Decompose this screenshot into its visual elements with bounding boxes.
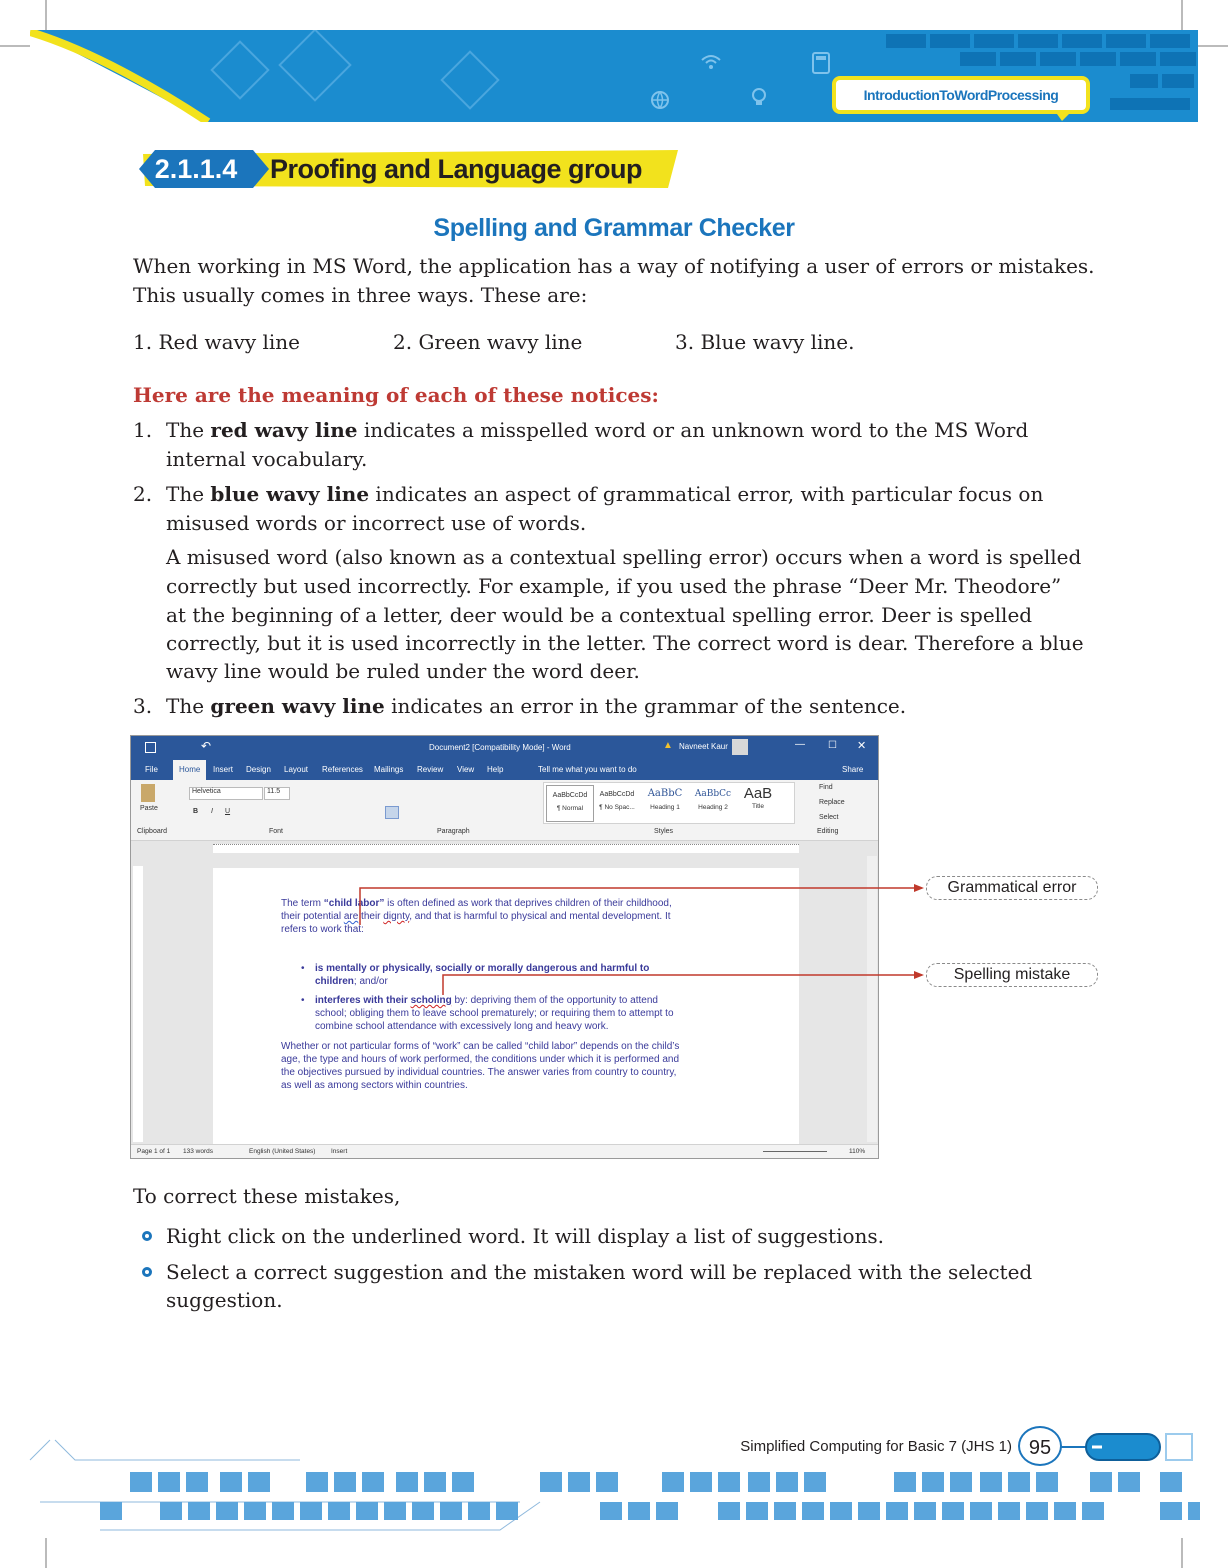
doc-bullet-2-line-3: combine school attendance with excessively long and heavy work. xyxy=(315,1021,609,1032)
group-font: Font xyxy=(269,828,284,835)
group-clipboard: Clipboard xyxy=(137,828,167,835)
doc-line-3: refers to work that: xyxy=(281,924,364,935)
tab-mailings[interactable]: Mailings xyxy=(374,765,404,774)
style-normal[interactable]: AaBbCcDd ¶ Normal xyxy=(546,785,594,822)
doc-bullet-1: is mentally or physically, socially or morally dangerous and harmful to xyxy=(315,963,650,974)
subtitle: Spelling and Grammar Checker xyxy=(433,214,795,242)
replace-button[interactable]: Replace xyxy=(819,799,845,806)
footer-book-title: Simplified Computing for Basic 7 (JHS 1) xyxy=(740,1438,1012,1455)
bold-button[interactable]: B xyxy=(193,808,199,815)
bullet-icon xyxy=(142,1231,152,1241)
status-zoom: 110% xyxy=(849,1148,866,1155)
find-button[interactable]: Find xyxy=(819,784,833,791)
doc-para-2-line-1: Whether or not particular forms of “work” can be called “child labor” depends on the child’s xyxy=(281,1041,680,1052)
step-2-continuation: suggestion. xyxy=(166,1288,283,1312)
warning-icon: ▲ xyxy=(663,740,673,751)
group-paragraph: Paragraph xyxy=(437,828,470,835)
style-heading-2[interactable]: AaBbCc Heading 2 xyxy=(694,789,732,811)
doc-para-2-line-2: age, the type and hours of work performed, the conditions under which it is performed and xyxy=(281,1054,680,1065)
step-2: Select a correct suggestion and the mistaken word will be replaced with the selected xyxy=(166,1260,1033,1284)
correct-intro: To correct these mistakes, xyxy=(133,1184,401,1208)
chapter-tag: IntroductionToWordProcessing xyxy=(836,80,1086,110)
doc-bullet-1-dot: • xyxy=(301,963,305,974)
font-name-select[interactable]: Helvetica xyxy=(189,787,263,800)
doc-bullet-2-line-2: school; obliging them to leave school prematurely; or requiring them to attempt to xyxy=(315,1008,674,1019)
maximize-icon[interactable]: ☐ xyxy=(828,740,837,751)
status-language: English (United States) xyxy=(249,1148,316,1155)
tab-design[interactable]: Design xyxy=(246,765,271,774)
callout-grammatical-error: Grammatical error xyxy=(926,876,1098,900)
tab-insert[interactable]: Insert xyxy=(213,765,234,774)
word-title: Document2 [Compatibility Mode] - Word xyxy=(429,743,571,752)
misused-line-2: correctly but used incorrectly. For example, if you used the phrase “Deer Mr. Theodore” xyxy=(166,574,1062,598)
tab-file[interactable]: File xyxy=(145,765,158,774)
way-green: 2. Green wavy line xyxy=(393,330,583,354)
select-button[interactable]: Select xyxy=(819,814,839,821)
tab-layout[interactable]: Layout xyxy=(284,765,309,774)
intro-line-1: When working in MS Word, the application has a way of notifying a user of errors or mistakes. xyxy=(133,254,1095,278)
status-mode: Insert xyxy=(331,1148,348,1155)
item-3-text: The green wavy line indicates an error in the grammar of the sentence. xyxy=(166,694,907,718)
style-no-spacing[interactable]: AaBbCcDd ¶ No Spac... xyxy=(599,791,635,811)
tab-help[interactable]: Help xyxy=(487,765,504,774)
tab-review[interactable]: Review xyxy=(417,765,444,774)
bullet-icon xyxy=(142,1267,152,1277)
page-number: 95 xyxy=(1018,1426,1062,1466)
misused-line-3: at the beginning of a letter, deer would be a contextual spelling error. Deer is spelled xyxy=(166,603,1033,627)
doc-line-2: their potential are their dignty, and that is harmful to physical and mental development. It xyxy=(281,911,671,922)
doc-para-2-line-3: the objectives pursued by individual countries. The answer varies from country to country, xyxy=(281,1067,677,1078)
way-red: 1. Red wavy line xyxy=(133,330,301,354)
doc-bullet-1-cont: children; and/or xyxy=(315,976,388,987)
user-name: Navneet Kaur xyxy=(679,742,728,751)
style-title[interactable]: AaB Title xyxy=(743,785,773,810)
status-words: 133 words xyxy=(183,1148,213,1155)
italic-button[interactable]: I xyxy=(211,808,213,815)
tab-references[interactable]: References xyxy=(322,765,363,774)
misused-line-4: correctly, but it is used incorrectly in the letter. The correct word is dear. Therefore a blue xyxy=(166,631,1084,655)
misused-line-1: A misused word (also known as a contextual spelling error) occurs when a word is spelled xyxy=(166,545,1082,569)
callout-spelling-mistake: Spelling mistake xyxy=(926,963,1098,987)
doc-bullet-2-dot: • xyxy=(301,995,305,1006)
step-1: Right click on the underlined word. It will display a list of suggestions. xyxy=(166,1224,885,1248)
item-2-continuation: misused words or incorrect use of words. xyxy=(166,511,587,535)
section-title: Proofing and Language group xyxy=(270,154,642,184)
tab-view[interactable]: View xyxy=(457,765,475,774)
item-1-number: 1. xyxy=(133,418,153,442)
tab-home[interactable]: Home xyxy=(173,760,206,780)
doc-line-1: The term “child labor” is often defined as work that deprives children of their childhood, xyxy=(281,898,672,909)
item-1-continuation: internal vocabulary. xyxy=(166,447,368,471)
intro-line-2: This usually comes in three ways. These are: xyxy=(133,283,588,307)
status-page: Page 1 of 1 xyxy=(137,1148,171,1155)
doc-para-2-line-4: as well as among sectors within countries. xyxy=(281,1080,468,1091)
style-heading-1[interactable]: AaBbC Heading 1 xyxy=(647,788,683,811)
tell-me-box[interactable]: Tell me what you want to do xyxy=(538,765,637,774)
paste-button[interactable]: Paste xyxy=(140,805,158,812)
group-editing: Editing xyxy=(817,828,839,835)
doc-bullet-2: interferes with their scholing by: depriving them of the opportunity to attend xyxy=(315,995,658,1006)
undo-icon[interactable]: ↶ xyxy=(201,739,212,753)
close-icon[interactable]: ✕ xyxy=(857,740,867,752)
way-blue: 3. Blue wavy line. xyxy=(675,330,855,354)
section-number: 2.1.1.4 xyxy=(154,154,238,184)
font-size-select[interactable]: 11.5 xyxy=(264,787,290,800)
footer-circuit-decoration xyxy=(0,1430,1228,1538)
misused-line-5: wavy line would be ruled under the word deer. xyxy=(166,659,640,683)
meaning-heading: Here are the meaning of each of these notices: xyxy=(133,383,659,407)
item-2-text: The blue wavy line indicates an aspect of grammatical error, with particular focus on xyxy=(166,482,1044,506)
group-styles: Styles xyxy=(654,828,674,835)
underline-button[interactable]: U xyxy=(225,808,231,815)
item-1-text: The red wavy line indicates a misspelled word or an unknown word to the MS Word xyxy=(166,418,1029,442)
item-3-number: 3. xyxy=(133,694,153,718)
item-2-number: 2. xyxy=(133,482,153,506)
minimize-icon[interactable]: — xyxy=(795,739,805,750)
share-button[interactable]: Share xyxy=(842,765,864,774)
